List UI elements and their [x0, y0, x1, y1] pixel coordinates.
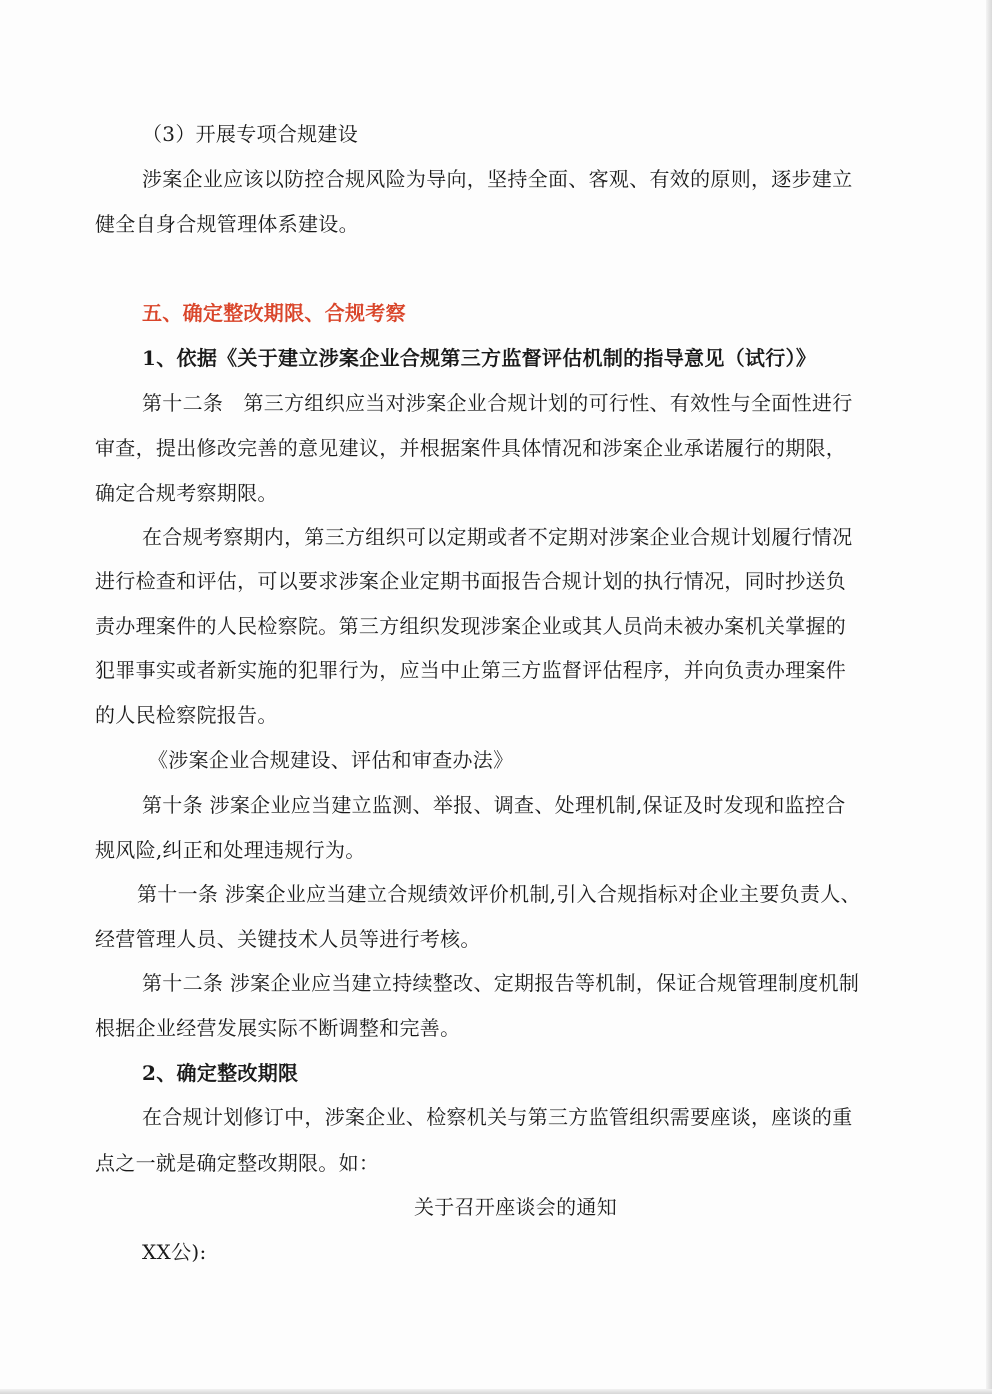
paragraph-line: 涉案企业应该以防控合规风险为导向，坚持全面、客观、有效的原则，逐步建立 [142, 167, 853, 191]
paragraph-line: 第十条 涉案企业应当建立监测、举报、调查、处理机制,保证及时发现和监控合 [142, 793, 846, 817]
paragraph-line: 点之一就是确定整改期限。如： [95, 1151, 380, 1175]
paragraph-line: 责办理案件的人民检察院。第三方组织发现涉案企业或其人员尚未被办案机关掌握的 [95, 614, 847, 638]
subsection-heading: （3）开展专项合规建设 [142, 122, 359, 146]
paragraph-line: 在合规考察期内，第三方组织可以定期或者不定期对涉案企业合规计划履行情况 [142, 525, 853, 549]
sub-heading: 1、依据《关于建立涉案企业合规第三方监督评估机制的指导意见（试行）》 [142, 346, 817, 370]
paragraph-line: 第十一条 涉案企业应当建立合规绩效评价机制,引入合规指标对企业主要负责人、 [137, 882, 861, 906]
sub-heading: 2、确定整改期限 [142, 1061, 299, 1085]
paragraph-line: 根据企业经营发展实际不断调整和完善。 [95, 1016, 461, 1040]
paragraph-line: 的人民检察院报告。 [95, 703, 278, 727]
salutation: XX公): [142, 1240, 207, 1264]
paragraph-line: 确定合规考察期限。 [95, 481, 278, 505]
paragraph-line: 规风险,纠正和处理违规行为。 [95, 838, 366, 862]
paragraph-line: 健全自身合规管理体系建设。 [95, 212, 359, 236]
page-edge-shadow [986, 0, 992, 1394]
section-heading: 五、确定整改期限、合规考察 [142, 301, 406, 325]
notice-title: 关于召开座谈会的通知 [414, 1195, 617, 1219]
paragraph-line: 在合规计划修订中，涉案企业、检察机关与第三方监管组织需要座谈，座谈的重 [142, 1105, 853, 1129]
paragraph-line: 第十二条 涉案企业应当建立持续整改、定期报告等机制，保证合规管理制度机制 [142, 971, 860, 995]
paragraph-line: 进行检查和评估，可以要求涉案企业定期书面报告合规计划的执行情况，同时抄送负 [95, 569, 847, 593]
paragraph-line: 第十二条 第三方组织应当对涉案企业合规计划的可行性、有效性与全面性进行 [142, 391, 853, 415]
paragraph-line: 犯罪事实或者新实施的犯罪行为，应当中止第三方监督评估程序，并向负责办理案件 [95, 658, 847, 682]
document-reference-title: 《涉案企业合规建设、评估和审查办法》 [148, 748, 514, 772]
paragraph-line: 经营管理人员、关键技术人员等进行考核。 [95, 927, 481, 951]
page-edge-shadow [0, 1389, 992, 1394]
paragraph-line: 审查，提出修改完善的意见建议，并根据案件具体情况和涉案企业承诺履行的期限， [95, 436, 847, 460]
